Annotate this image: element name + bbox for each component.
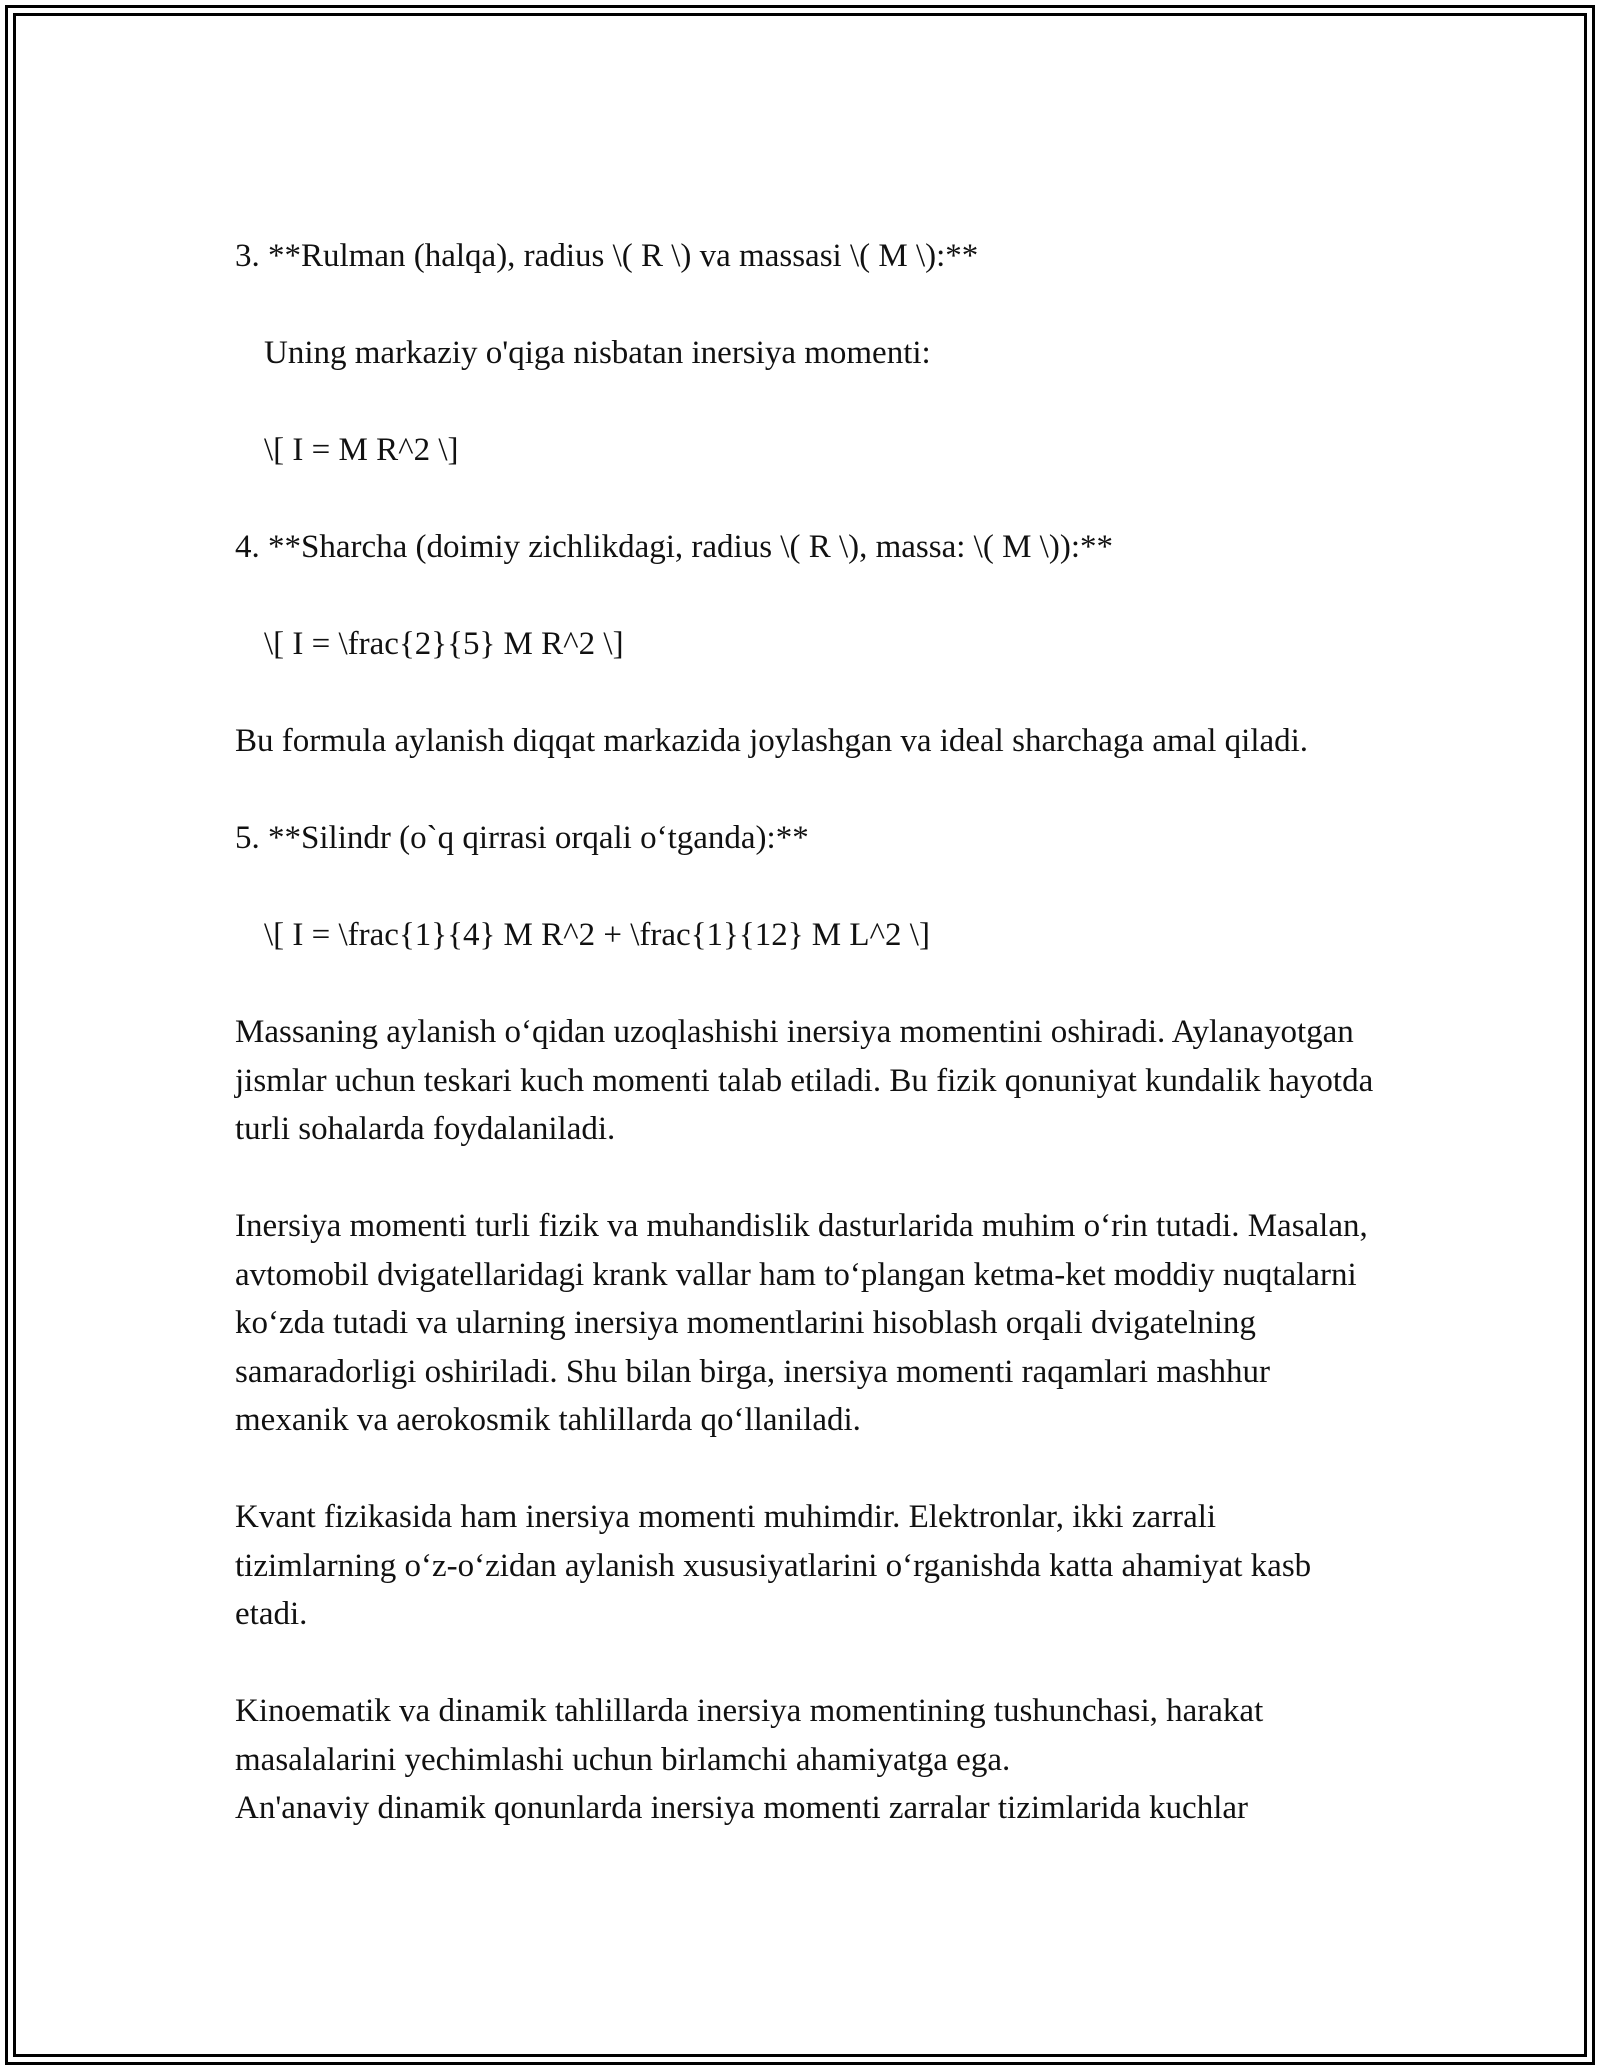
- paragraph-mass-distance: Massaning aylanish o‘qidan uzoqlashishi inersiya momentini oshiradi. Aylanayotgan jismlar uchun teskari kuch momenti talab etiladi. Bu fizik qonuniyat kundalik hayotda turli sohalarda foydalaniladi.: [235, 1014, 1382, 1147]
- list-item-3-heading: 3. **Rulman (halqa), radius \( R \) va massasi \( M \):**: [235, 238, 979, 274]
- sphere-formula-note: Bu formula aylanish diqqat markazida joylashgan va ideal sharchaga amal qiladi.: [235, 723, 1309, 759]
- list-item-3-description: Uning markaziy o'qiga nisbatan inersiya momenti:: [264, 335, 931, 371]
- document-body: [235, 232, 1382, 1833]
- paragraph-quantum-physics: Kvant fizikasida ham inersiya momenti muhimdir. Elektronlar, ikki zarrali tizimlarning o‘z-o‘zidan aylanish xususiyatlarini o‘rganishda katta ahamiyat kasb etadi.: [235, 1499, 1320, 1632]
- list-item-5-formula: \[ I = \frac{1}{4} M R^2 + \frac{1}{12} M L^2 \]: [264, 917, 930, 953]
- paragraph-engineering-applications: Inersiya momenti turli fizik va muhandislik dasturlarida muhim o‘rin tutadi. Masalan, avtomobil dvigatellaridagi krank vallar ham to‘plangan ketma-ket moddiy nuqtalarni ko‘zda tutadi va ularning inersiya momentlarini hisoblash orqali dvigatelning samaradorligi oshiriladi. Shu bilan birga, inersiya momenti raqamlari mashhur mexanik va aerokosmik tahlillarda qo‘llaniladi.: [235, 1208, 1376, 1438]
- paragraph-kinematic-dynamic: Kinoematik va dinamik tahlillarda inersiya momentining tushunchasi, harakat masalalarini yechimlashi uchun birlamchi ahamiyatga ega. An'anaviy dinamik qonunlarda inersiya momenti zarralar tizimlarida kuchlar: [235, 1693, 1264, 1826]
- list-item-4-formula: \[ I = \frac{2}{5} M R^2 \]: [264, 626, 624, 662]
- list-item-3-formula: \[ I = M R^2 \]: [264, 432, 459, 468]
- list-item-5-heading: 5. **Silindr (o`q qirrasi orqali o‘tganda):**: [235, 820, 809, 856]
- list-item-4-heading: 4. **Sharcha (doimiy zichlikdagi, radius \( R \), massa: \( M \)):**: [235, 529, 1113, 565]
